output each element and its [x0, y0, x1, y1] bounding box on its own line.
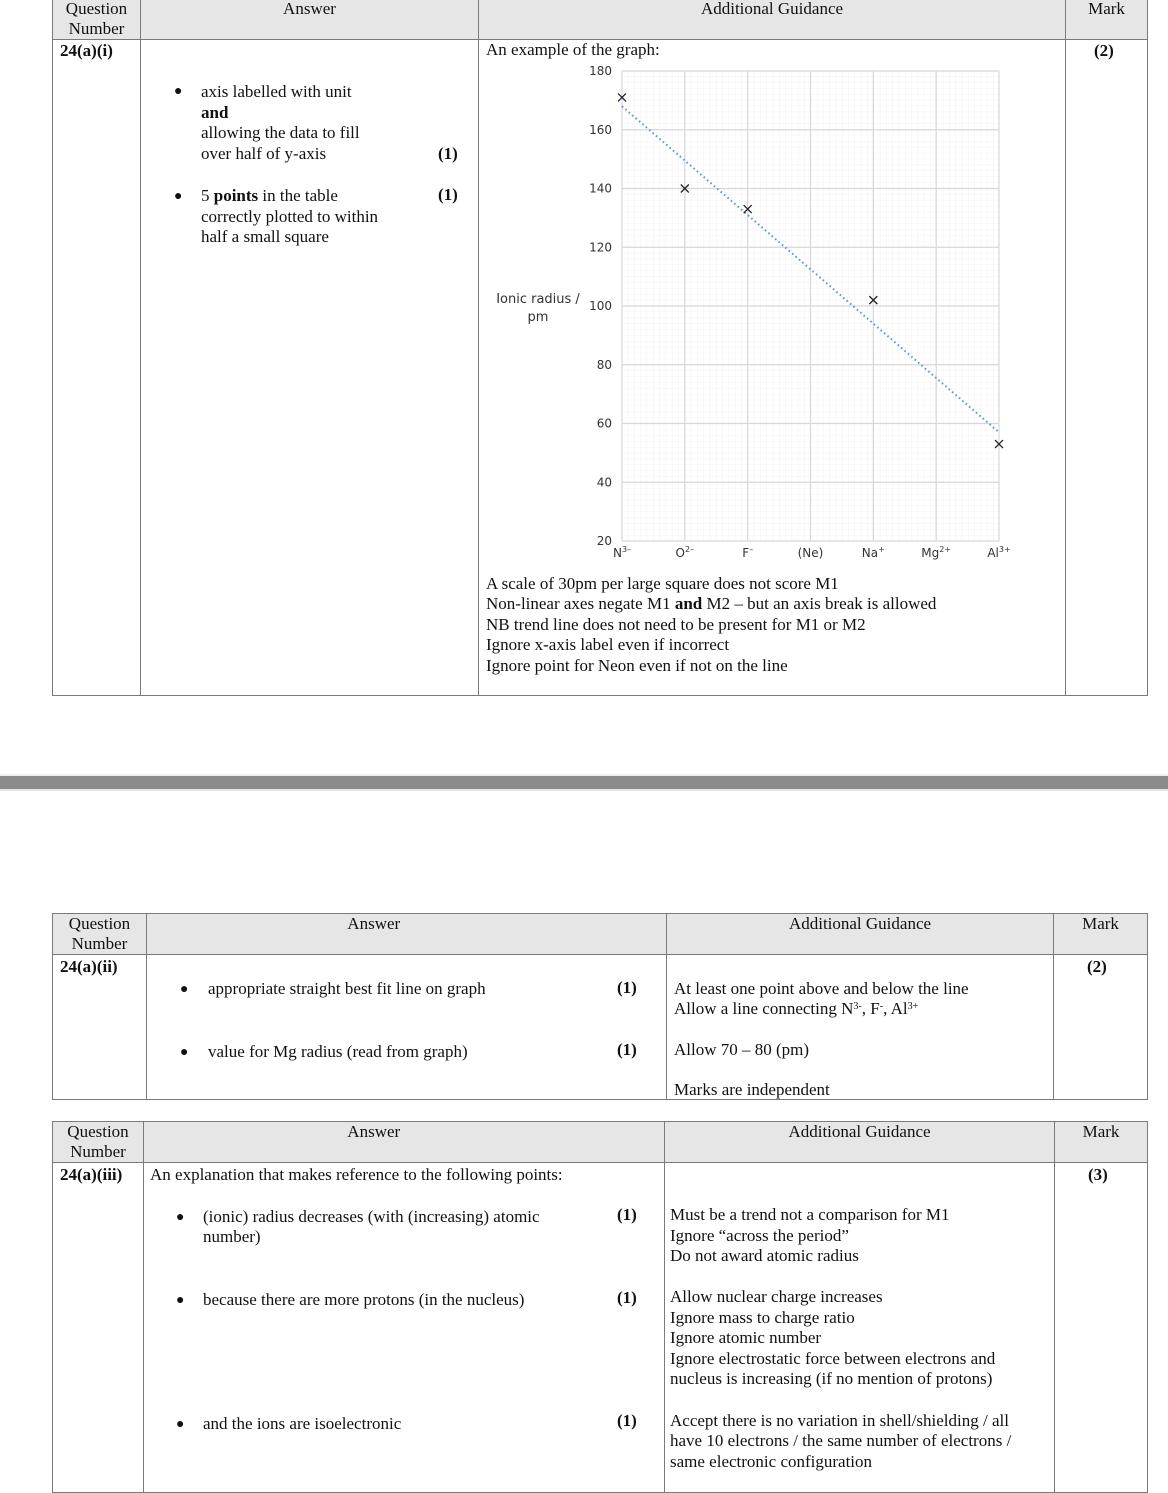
- mark-value: (1): [617, 1040, 637, 1059]
- header-question-number: Question Number: [53, 914, 147, 955]
- svg-text:60: 60: [596, 416, 612, 431]
- footer-note: Marks are independent: [674, 1080, 830, 1099]
- svg-text:100: 100: [589, 299, 612, 313]
- question-number: 24(a)(ii): [60, 957, 118, 976]
- mark-value: (1): [617, 1411, 637, 1430]
- header-mark: Mark: [1055, 1122, 1148, 1163]
- mark-total: (2): [1094, 41, 1114, 60]
- svg-text:N3–: $N^{3-}$: [612, 545, 632, 560]
- mark-value: (1): [617, 1205, 637, 1224]
- bullet-icon: ●: [176, 1417, 185, 1432]
- svg-text:80: 80: [596, 357, 612, 372]
- bullet-icon: ●: [180, 1045, 189, 1060]
- header-answer: Answer: [141, 0, 479, 40]
- ionic-radius-chart: [480, 60, 1040, 570]
- table-24aii-grid: [52, 913, 1148, 1100]
- question-number: 24(a)(i): [60, 41, 113, 60]
- y-axis-label: Ionic radius / pm: [496, 292, 580, 325]
- svg-text:O2–: $O^{2-}$: [675, 545, 695, 560]
- svg-text:160: 160: [589, 122, 612, 137]
- svg-text:(Ne): (Ne): [797, 546, 824, 560]
- svg-text:20: 20: [596, 534, 612, 548]
- header-question-number: Question Number: [53, 1122, 144, 1163]
- guidance-intro: An example of the graph:: [486, 40, 660, 59]
- header-guidance: Additional Guidance: [665, 1122, 1055, 1163]
- header-answer: Answer: [144, 1122, 604, 1163]
- bullet-icon: ●: [174, 189, 183, 204]
- bullet-icon: ●: [180, 982, 189, 997]
- svg-text:Mg2+: $Mg^{2+}$: [921, 545, 952, 560]
- mark-total: (3): [1088, 1165, 1108, 1184]
- svg-text:40: 40: [596, 475, 612, 490]
- mark-total: (2): [1087, 957, 1107, 976]
- bullet-icon: ●: [176, 1293, 185, 1308]
- svg-text:180: 180: [589, 64, 612, 78]
- header-mark: Mark: [1054, 914, 1148, 955]
- header-guidance: Additional Guidance: [479, 0, 1066, 40]
- mark-value: (1): [617, 978, 637, 997]
- answer-intro: An explanation that makes reference to the following points:: [150, 1165, 563, 1184]
- svg-text:120: 120: [589, 240, 612, 255]
- mark-value: (1): [617, 1288, 637, 1307]
- bullet-icon: ●: [176, 1210, 185, 1225]
- svg-text:F–: F–: [742, 545, 754, 560]
- mark-value: (1): [438, 185, 458, 204]
- svg-text:Na+: Na+: [861, 545, 885, 560]
- mark-value: (1): [438, 144, 458, 163]
- header-question-number: Question Number: [53, 0, 141, 40]
- header-mark: Mark: [1066, 0, 1148, 40]
- svg-text:140: 140: [589, 181, 612, 196]
- question-number: 24(a)(iii): [60, 1165, 123, 1184]
- bullet-icon: ●: [174, 84, 183, 99]
- y-axis-ticks: [589, 64, 612, 548]
- x-axis-categories: [613, 545, 1011, 560]
- page-separator: [0, 774, 1168, 791]
- header-answer: Answer: [147, 914, 601, 955]
- header-guidance: Additional Guidance: [667, 914, 1054, 955]
- svg-text:Al3+: $Al^{3+}$: [987, 545, 1011, 560]
